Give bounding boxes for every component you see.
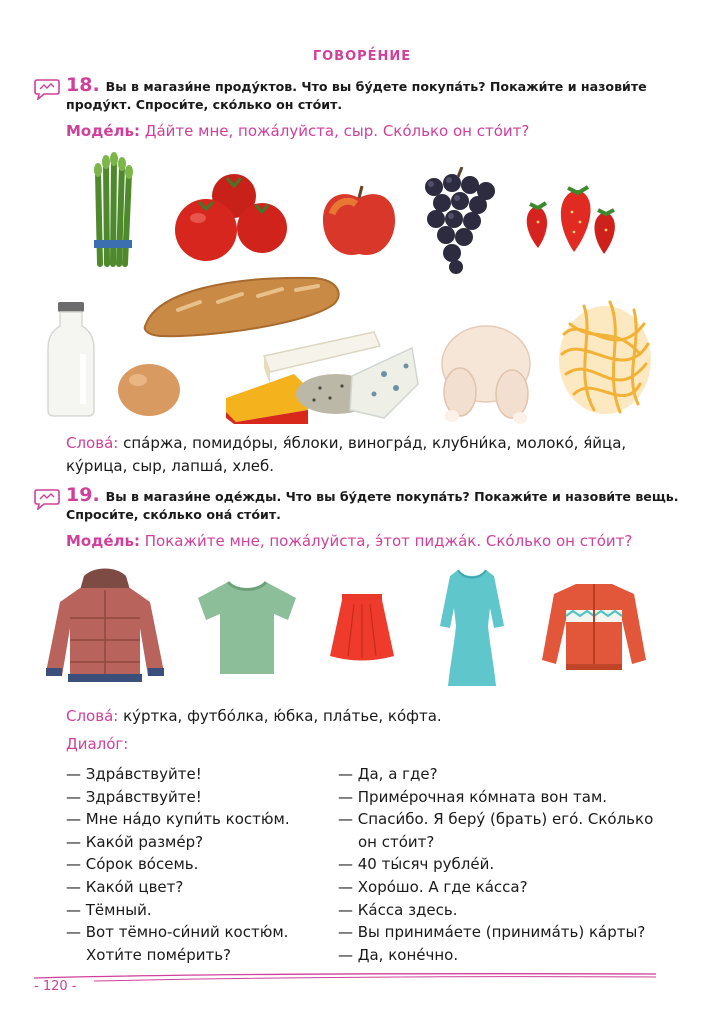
dialog-line: — Хоро́шо. А где ка́сса? xyxy=(338,877,528,896)
dialog-line: — Здра́вствуйте! xyxy=(66,765,202,783)
footer-divider xyxy=(34,972,656,982)
exercise-number: 19. xyxy=(66,484,100,506)
exercise-18 xyxy=(34,76,694,140)
dialog-line: — Како́й цвет? xyxy=(66,877,184,896)
model-text: Покажи́те мне, пожа́луйста, э́тот пиджа́к. Ско́лько он сто́ит? xyxy=(140,532,633,550)
dress-image xyxy=(432,566,512,690)
dialog-line: — Да, коне́чно. xyxy=(338,945,459,964)
words-label: Слова́: xyxy=(66,434,119,452)
chicken-image xyxy=(432,312,538,426)
dialog-line: — Мне на́до купи́ть костю́м. xyxy=(66,810,290,829)
exercise-19 xyxy=(34,486,694,550)
dialog-line: — Вот тёмно-си́ний костю́м. xyxy=(66,923,289,942)
dialog-line: Хоти́те поме́рить? xyxy=(86,945,232,964)
t-shirt-image xyxy=(192,578,302,676)
dialog-line: — Здра́вствуйте! xyxy=(66,787,202,806)
model-label: Моде́ль: xyxy=(66,532,140,550)
dialog-line: — Со́рок во́семь. xyxy=(66,855,199,874)
model-sentence xyxy=(34,532,694,550)
dialog-line: — Тёмный. xyxy=(66,900,152,919)
jacket-image xyxy=(44,568,166,686)
exercise-19-vocabulary xyxy=(66,705,686,728)
cheese-image xyxy=(224,328,420,424)
dialog-line: — Спаси́бо. Я беру́ (брать) его́. Ско́лько xyxy=(338,810,654,829)
exercise-18-header xyxy=(34,76,694,114)
strawberries-image xyxy=(518,182,626,264)
dialog-line: — Ка́сса здесь. xyxy=(338,900,458,919)
sweater-image xyxy=(540,580,648,672)
tomatoes-image xyxy=(172,172,290,264)
words-line-2: ку́рица, сыр, лапша́, хлеб. xyxy=(66,457,275,475)
dialog-line: — Вы принима́ете (принима́ть) ка́рты? xyxy=(338,923,646,942)
chat-bubble-icon xyxy=(34,488,60,510)
model-label: Моде́ль: xyxy=(66,122,140,140)
noodles-image xyxy=(554,294,656,418)
dialog-label: Диало́г: xyxy=(66,735,129,753)
words-label: Слова́: xyxy=(66,707,119,725)
exercise-18-vocabulary xyxy=(66,432,686,478)
dialog-line: — 40 ты́сяч рубле́й. xyxy=(338,855,495,874)
words-line-1: спа́ржа, помидо́ры, я́блоки, виногра́д, клубни́ка, молоко́, я́йца, xyxy=(118,434,627,452)
exercise-19-header xyxy=(34,486,694,524)
words-text: ку́ртка, футбо́лка, ю́бка, пла́тье, ко́фта. xyxy=(118,707,442,725)
asparagus-image xyxy=(86,152,138,270)
chat-bubble-icon xyxy=(34,78,60,100)
milk-bottle-image xyxy=(46,300,96,418)
dialog-right-column xyxy=(338,763,653,966)
section-title: ГОВОРЕ́НИЕ xyxy=(312,49,412,64)
dialog-line: — Приме́рочная ко́мната вон там. xyxy=(338,787,608,806)
egg-image xyxy=(116,362,182,418)
dialog-left-column xyxy=(66,763,290,966)
exercise-number: 18. xyxy=(66,74,100,96)
dialog-line: он сто́ит? xyxy=(358,832,435,851)
exercise-instruction: Вы в магази́не оде́жды. Что вы бу́дете покупа́ть? Покажи́те и назови́те вещь. Спроси́те, ско́лько она́ сто́ит. xyxy=(66,489,679,522)
skirt-image xyxy=(328,592,396,662)
model-sentence xyxy=(34,122,694,140)
dialog-line: — Како́й разме́р? xyxy=(66,832,204,851)
model-text: Да́йте мне, пожа́луйста, сыр. Ско́лько он сто́ит? xyxy=(140,122,530,140)
dialog-line: — Да, а где? xyxy=(338,765,438,783)
page-number: - 120 - xyxy=(34,979,77,994)
grapes-image xyxy=(418,167,500,275)
exercise-instruction: Вы в магази́не проду́ктов. Что вы бу́дете покупа́ть? Покажи́те и назови́те проду́кт. Спроси́те, ско́лько он сто́ит. xyxy=(66,79,647,112)
apple-image xyxy=(320,184,398,260)
